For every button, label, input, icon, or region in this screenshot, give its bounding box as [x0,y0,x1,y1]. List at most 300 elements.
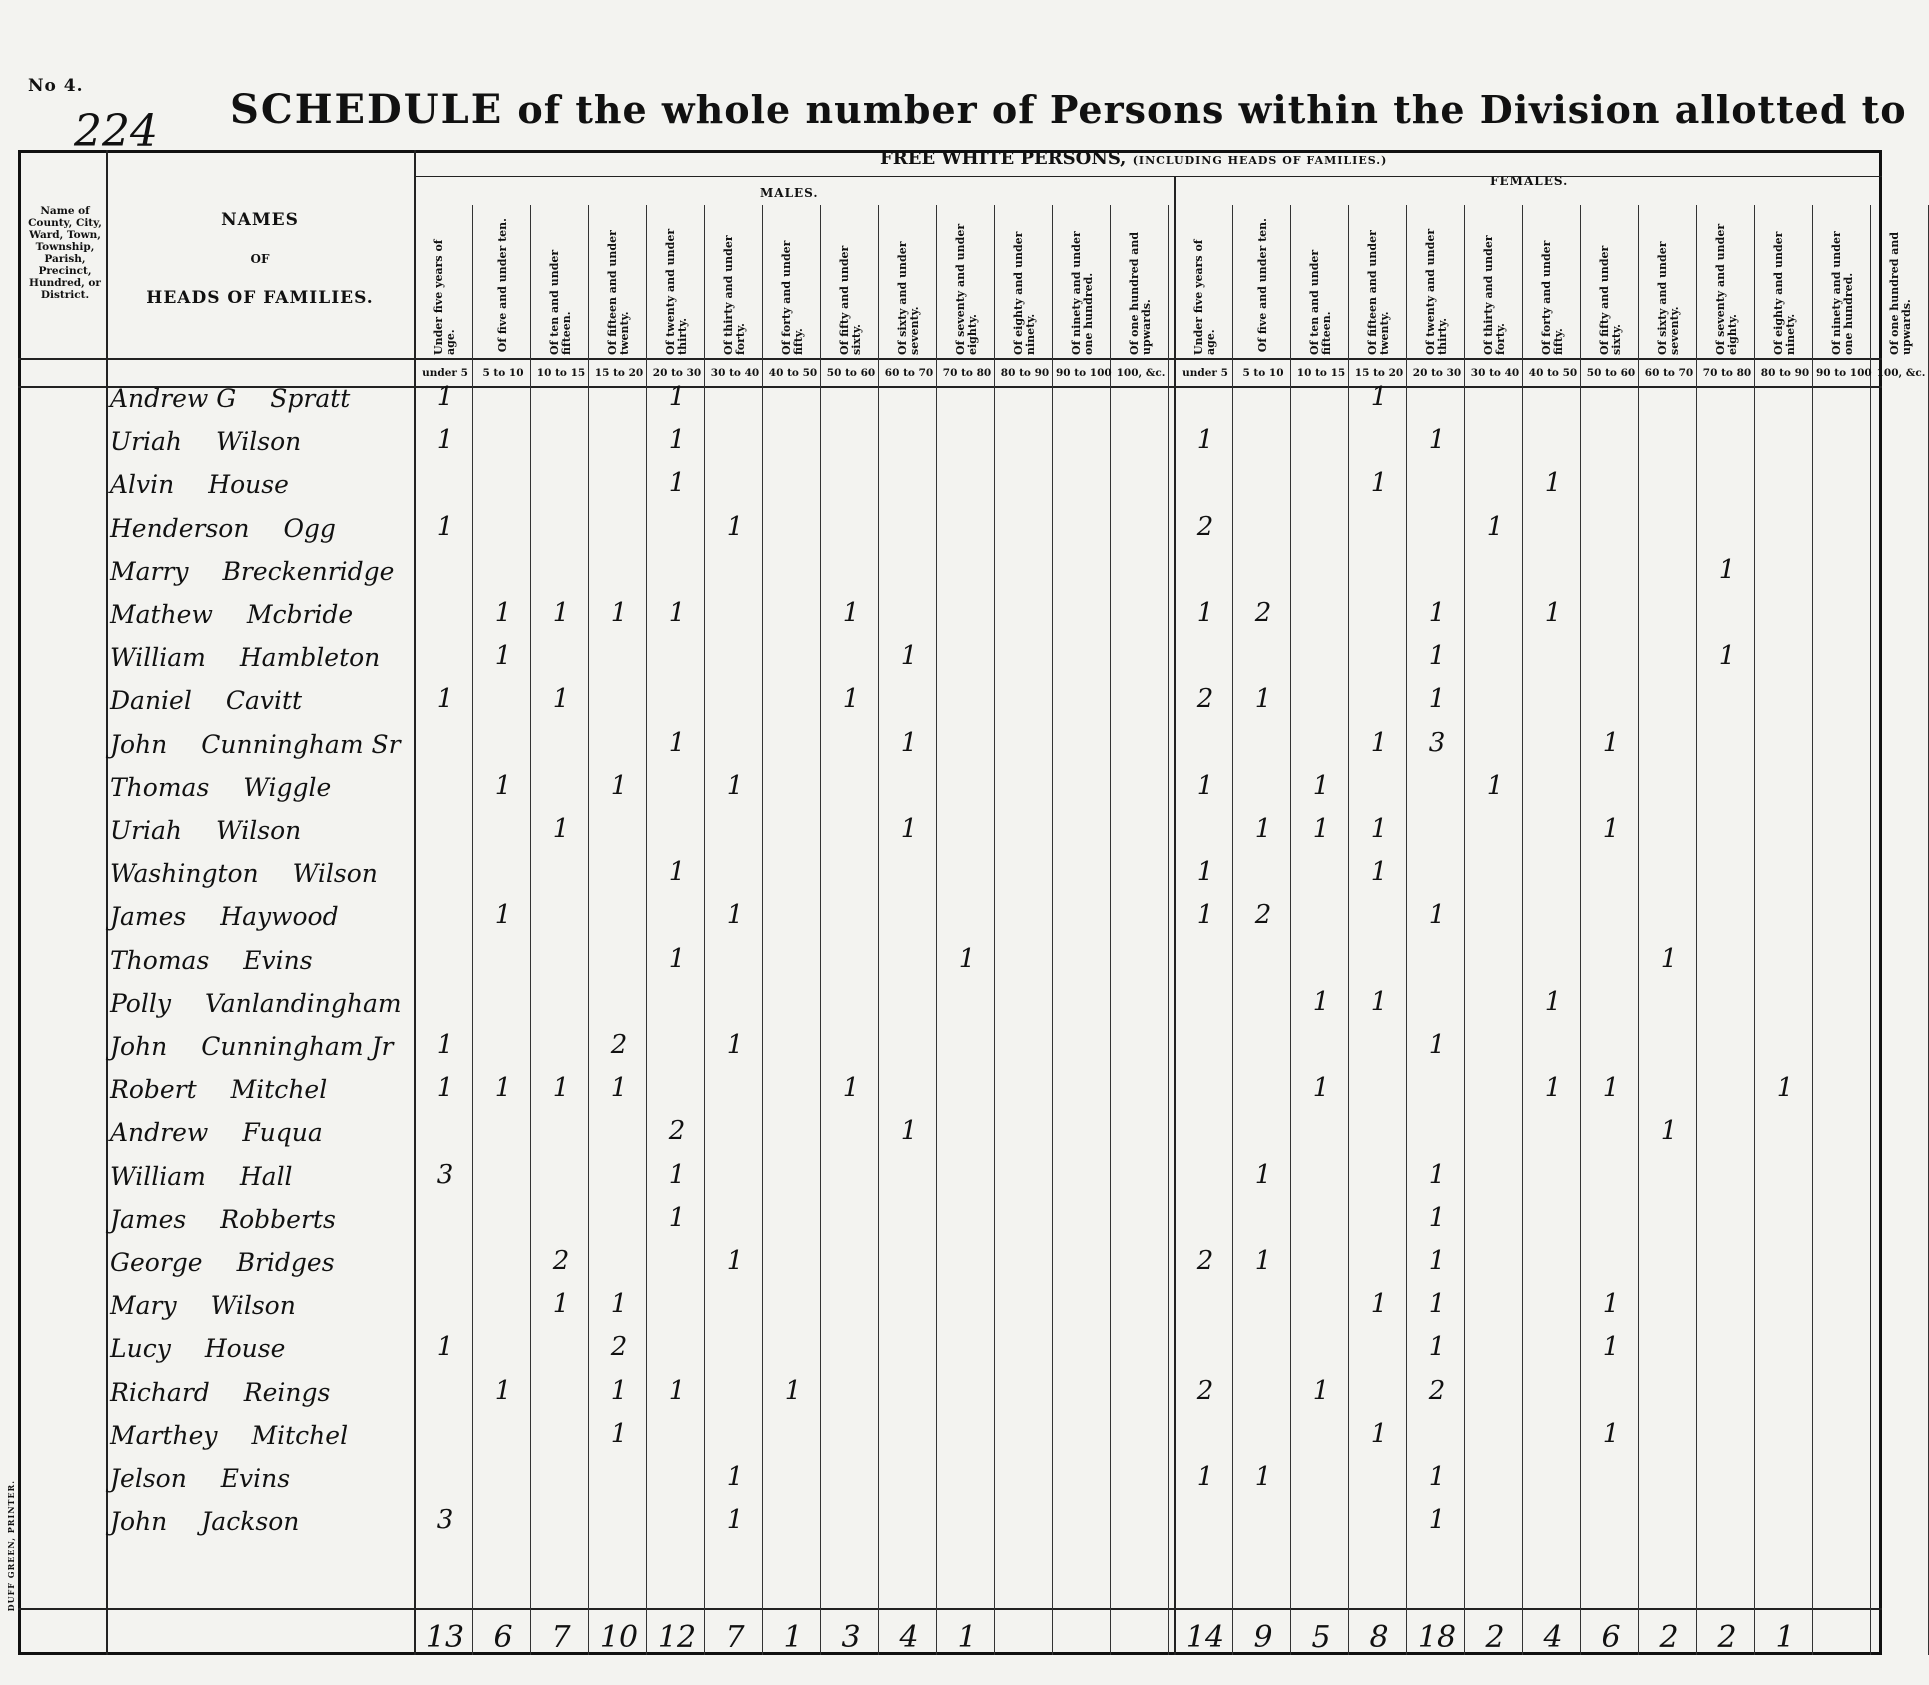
surname: Cunningham Jr [201,1032,394,1061]
female-column-description [1412,212,1462,358]
form-number: No 4. [28,76,84,96]
female-column-divider [1464,205,1465,1655]
surname: Wilson [216,816,302,845]
tally-mark: 1 [1428,1462,1446,1492]
tally-mark: 1 [610,1375,628,1406]
tally-mark: 2 [1196,1375,1214,1406]
female-column-divider [1232,205,1233,1655]
column-description-text: Of ninety and under one hundred. [1070,231,1095,355]
given-name: Mary [110,1291,177,1321]
tally-mark: 1 [1370,857,1388,888]
surname: Evins [220,1464,291,1493]
surname: Vanlandingham [204,988,402,1018]
male-column-divider [704,205,705,1655]
female-column-divider [1348,205,1349,1655]
tally-mark: 1 [1196,1462,1214,1492]
male-column-description [884,212,934,358]
column-description-text: Of eighty and under ninety. [1772,231,1797,355]
tally-mark: 1 [1370,382,1388,412]
surname: Cunningham Sr [201,729,401,759]
column-total: 18 [1417,1620,1457,1655]
column-description-text: Of one hundred and upwards. [1128,231,1153,355]
heads-heading: HEADS OF FAMILIES. [146,288,374,308]
tally-mark: 1 [842,598,860,628]
female-column-divider [1406,205,1407,1655]
head-of-family-name [110,946,313,975]
tally-mark: 1 [1428,1030,1446,1060]
column-total: 13 [425,1620,465,1655]
male-column-divider [820,205,821,1655]
given-name: Marry [110,556,189,586]
column-description-text: Of fifteen and under twenty. [606,230,631,355]
column-description-text: Of fifty and under sixty. [1598,245,1623,355]
column-description-text: Of forty and under fifty. [780,240,805,355]
given-name: Polly [110,988,171,1018]
male-column-description [1058,212,1108,358]
names-or: OF [250,252,270,266]
tally-mark: 1 [1254,684,1272,715]
column-description-text: Of forty and under fifty. [1540,240,1565,355]
tally-mark: 1 [668,1202,686,1233]
column-description-text: Of twenty and under thirty. [1424,228,1449,355]
given-name: Henderson [110,513,250,543]
title-rest: of the whole number of Persons within the Division allotted to [503,87,1907,132]
given-name: Marthey [110,1420,218,1450]
column-description-text: Of seventy and under eighty. [1714,223,1739,355]
given-name: Mathew [110,600,213,629]
female-age-label: 5 to 10 [1242,367,1284,379]
tally-mark: 1 [1718,554,1736,585]
tally-mark: 1 [726,770,744,801]
column-total: 14 [1185,1620,1225,1655]
free-white-persons-heading [880,148,1387,169]
male-age-label: 5 to 10 [482,367,524,379]
tally-mark: 2 [610,1332,628,1363]
head-of-family-name [110,1507,299,1536]
given-name: Lucy [110,1334,171,1364]
head-of-family-name [110,730,401,759]
surname: Mcbride [246,600,354,629]
surname: Evins [243,945,313,975]
female-age-label: under 5 [1182,367,1228,379]
head-of-family-name [110,1075,327,1104]
tally-mark: 1 [1776,1073,1794,1104]
tally-mark: 1 [958,943,976,974]
column-description-text: Of fifteen and under twenty. [1366,230,1391,355]
column-description-text: Of ten and under fifteen. [548,249,573,355]
female-column-description [1528,212,1578,358]
male-column-description [942,212,992,358]
male-age-label: 40 to 50 [768,367,818,379]
column-description-text: Of seventy and under eighty. [954,223,979,355]
female-column-divider [1870,205,1871,1655]
surname: Spratt [270,384,351,413]
tally-mark: 1 [1254,1159,1272,1190]
female-age-label: 30 to 40 [1470,367,1520,379]
head-of-family-name [110,773,331,802]
given-name: Daniel [110,686,192,716]
tally-mark: 1 [900,727,918,758]
tally-mark: 1 [668,598,686,628]
names-column-divider [414,150,416,1655]
tally-mark: 1 [1196,425,1214,456]
column-description-text: Of ninety and under one hundred. [1830,231,1855,355]
tally-mark: 2 [1196,684,1214,715]
surname: Haywood [220,902,339,932]
totals-line [18,1608,1882,1610]
column-description-text: Of one hundred and upwards. [1888,231,1913,355]
head-of-family-name [110,427,301,456]
tally-mark: 2 [552,1246,570,1276]
tally-mark: 1 [668,1375,686,1406]
tally-mark: 1 [1544,598,1562,628]
female-age-label: 40 to 50 [1528,367,1578,379]
male-age-label: 30 to 40 [710,367,760,379]
tally-mark: 1 [1428,598,1446,628]
column-total: 1 [957,1620,977,1655]
fwp-main: FREE WHITE PERSONS, [880,148,1127,169]
tally-mark: 2 [1254,598,1272,628]
tally-mark: 1 [1312,1073,1330,1104]
female-column-description [1818,212,1868,358]
tally-mark: 1 [1254,1462,1272,1492]
tally-mark: 2 [610,1030,628,1060]
tally-mark: 1 [1370,468,1388,499]
tally-mark: 1 [842,1073,860,1104]
tally-mark: 1 [1370,814,1388,844]
tally-mark: 1 [668,382,686,412]
female-column-description [1644,212,1694,358]
male-column-divider [1168,205,1169,1655]
given-name: William [110,1161,206,1191]
male-column-description [710,212,760,358]
male-age-label: 10 to 15 [536,367,586,379]
tally-mark: 1 [1196,598,1214,628]
male-age-label: 90 to 100 [1056,367,1112,379]
male-column-description [536,212,586,358]
column-total: 2 [1485,1620,1505,1655]
column-description-text: Of sixty and under seventy. [896,241,921,355]
tally-mark: 2 [1428,1375,1446,1406]
surname: Breckenridge [222,556,395,586]
column-total: 2 [1717,1620,1737,1655]
female-column-description [1296,212,1346,358]
column-total: 1 [783,1620,803,1655]
tally-mark: 1 [668,943,686,974]
female-column-divider [1290,205,1291,1655]
male-age-label: 80 to 90 [1000,367,1050,379]
given-name: John [110,1032,168,1061]
tally-mark: 1 [436,1073,454,1104]
male-age-label: 70 to 80 [942,367,992,379]
female-age-label: 100, &c. [1876,367,1926,379]
male-age-label: 20 to 30 [652,367,702,379]
females-heading: FEMALES. [1490,174,1569,188]
female-column-divider [1812,205,1813,1655]
tally-mark: 1 [494,641,512,672]
tally-mark: 1 [1428,1202,1446,1233]
tally-mark: 1 [900,1116,918,1147]
tally-mark: 1 [436,382,454,412]
female-age-label: 90 to 100 [1816,367,1872,379]
tally-mark: 1 [610,1073,628,1104]
female-age-label: 15 to 20 [1354,367,1404,379]
column-description-text: Of ten and under fifteen. [1308,249,1333,355]
male-column-divider [588,205,589,1655]
tally-mark: 1 [1370,986,1388,1017]
column-description-text: Of thirty and under forty. [722,235,747,355]
tally-mark: 1 [1196,770,1214,801]
tally-mark: 1 [494,900,512,931]
given-name: James [110,902,187,932]
tally-mark: 1 [436,1030,454,1060]
tally-mark: 1 [1370,1418,1388,1449]
column-total: 6 [1601,1620,1621,1655]
surname: Ogg [283,513,336,543]
tally-mark: 1 [1544,1073,1562,1104]
head-of-family-name [110,1464,290,1493]
tally-mark: 1 [1602,1289,1620,1320]
column-total: 2 [1659,1620,1679,1655]
head-of-family-name [110,1291,296,1320]
surname: House [204,1334,286,1364]
tally-mark: 1 [494,598,512,628]
tally-mark: 1 [1660,943,1678,974]
column-description-text: Of thirty and under forty. [1482,235,1507,355]
given-name: Alvin [110,470,175,500]
place-column-heading: Name of County, City, Ward, Town, Township, Parish, Precinct, Hundred, or District. [28,205,102,301]
head-of-family-name [110,1032,393,1061]
head-of-family-name [110,816,301,845]
tally-mark: 1 [726,1462,744,1492]
tally-mark: 1 [1544,986,1562,1017]
female-age-label: 10 to 15 [1296,367,1346,379]
head-of-family-name [110,1421,348,1450]
head-of-family-name [110,1162,293,1191]
male-age-label: 60 to 70 [884,367,934,379]
tally-mark: 1 [668,425,686,456]
tally-mark: 1 [1660,1116,1678,1147]
surname: Mitchel [230,1075,328,1105]
female-column-description [1354,212,1404,358]
head-of-family-name [110,686,302,715]
given-name: Richard [110,1377,210,1407]
head-of-family-name [110,989,402,1018]
head-of-family-name [110,902,339,931]
column-description-text: Of eighty and under ninety. [1012,231,1037,355]
tally-mark: 1 [1428,1289,1446,1320]
given-name: John [110,1507,168,1537]
given-name: Andrew [110,1118,209,1148]
male-column-divider [1110,205,1111,1655]
male-column-divider [936,205,937,1655]
female-age-label: 50 to 60 [1586,367,1636,379]
free-white-underline [414,176,1882,177]
column-total: 7 [725,1620,745,1655]
male-column-description [1000,212,1050,358]
female-column-divider [1522,205,1523,1655]
column-description-text: Of twenty and under thirty. [664,228,689,355]
tally-mark: 1 [1718,641,1736,672]
female-column-description [1238,212,1288,358]
schedule-title [230,86,1907,133]
female-column-description [1760,212,1810,358]
column-total: 12 [657,1620,697,1655]
surname: Wiggle [243,772,332,802]
place-column-divider [106,150,108,1655]
tally-mark: 1 [668,468,686,499]
tally-mark: 2 [668,1116,686,1147]
tally-mark: 1 [726,900,744,931]
tally-mark: 1 [1428,641,1446,672]
tally-mark: 1 [610,1418,628,1449]
male-column-divider [530,205,531,1655]
male-column-divider [762,205,763,1655]
tally-mark: 1 [610,770,628,801]
tally-mark: 1 [552,1073,570,1104]
surname: Robberts [220,1204,336,1234]
male-column-description [420,212,470,358]
given-name: George [110,1248,203,1277]
tally-mark: 1 [1428,900,1446,931]
tally-mark: 1 [610,1289,628,1320]
female-column-description [1702,212,1752,358]
male-age-label: 50 to 60 [826,367,876,379]
tally-mark: 1 [1428,425,1446,456]
female-column-description [1876,212,1926,358]
tally-mark: 1 [726,1505,744,1536]
tally-mark: 1 [1602,1332,1620,1363]
column-description-text: Of five and under ten. [1256,217,1269,353]
fwp-note: (INCLUDING HEADS OF FAMILIES.) [1132,154,1388,167]
male-age-label: 100, &c. [1116,367,1166,379]
surname: Bridges [236,1248,335,1277]
tally-mark: 1 [1370,1289,1388,1320]
tally-mark: 3 [436,1505,454,1536]
tally-mark: 1 [900,814,918,844]
tally-mark: 1 [842,684,860,715]
female-age-label: 60 to 70 [1644,367,1694,379]
head-of-family-name [110,514,336,543]
male-column-description [652,212,702,358]
head-of-family-name [110,600,353,629]
tally-mark: 1 [1196,857,1214,888]
male-column-divider [1052,205,1053,1655]
tally-mark: 1 [726,1246,744,1276]
tally-mark: 1 [494,770,512,801]
tally-mark: 1 [1254,1246,1272,1276]
given-name: Andrew G [110,384,237,413]
head-of-family-name [110,643,380,672]
male-column-divider [994,205,995,1655]
tally-mark: 1 [1602,1073,1620,1104]
given-name: William [110,643,206,673]
head-of-family-name [110,557,394,586]
male-column-description [478,212,528,358]
column-total: 8 [1369,1620,1389,1655]
column-total: 6 [493,1620,513,1655]
tally-mark: 1 [552,684,570,715]
surname: Hall [239,1161,293,1191]
tally-mark: 1 [494,1073,512,1104]
surname: Wilson [216,427,302,457]
males-heading: MALES. [760,186,819,200]
tally-mark: 1 [726,1030,744,1060]
age-row-top-line [18,358,1882,360]
tally-mark: 1 [1312,986,1330,1017]
tally-mark: 1 [1254,814,1272,844]
given-name: Uriah [110,427,183,457]
given-name: James [110,1204,187,1234]
column-total: 7 [551,1620,571,1655]
female-column-divider [1638,205,1639,1655]
tally-mark: 1 [668,857,686,888]
tally-mark: 1 [1312,1375,1330,1406]
names-heading: NAMES [221,210,299,230]
tally-mark: 1 [552,814,570,844]
tally-mark: 1 [1602,814,1620,844]
male-age-label: 15 to 20 [594,367,644,379]
tally-mark: 1 [552,1289,570,1320]
tally-mark: 1 [1486,770,1504,801]
male-column-description [768,212,818,358]
printer-imprint: DUFF GREEN, PRINTER. [6,1480,16,1612]
head-of-family-name [110,384,350,413]
surname: Cavitt [225,686,303,716]
tally-mark: 1 [1428,684,1446,715]
tally-mark: 3 [436,1159,454,1190]
tally-mark: 1 [436,1332,454,1363]
male-age-label: under 5 [422,367,468,379]
column-total: 4 [1543,1620,1563,1655]
tally-mark: 1 [1486,511,1504,542]
given-name: Thomas [110,772,210,802]
head-of-family-name [110,1378,330,1407]
male-column-divider [472,205,473,1655]
surname: Reings [243,1377,331,1407]
given-name: Uriah [110,816,183,845]
tally-mark: 1 [1544,468,1562,499]
tally-mark: 1 [610,598,628,628]
tally-mark: 1 [1312,770,1330,801]
head-of-family-name [110,1334,285,1363]
female-column-divider [1754,205,1755,1655]
surname: Mitchel [251,1420,349,1450]
tally-mark: 2 [1196,511,1214,542]
given-name: Jelson [110,1464,187,1493]
surname: Wilson [292,859,378,889]
female-column-description [1180,212,1230,358]
tally-mark: 1 [436,511,454,542]
tally-mark: 1 [1602,727,1620,758]
male-column-divider [646,205,647,1655]
column-total: 1 [1775,1620,1795,1655]
tally-mark: 1 [1428,1246,1446,1276]
given-name: John [110,729,168,759]
given-name: Washington [110,859,259,889]
tally-mark: 1 [726,511,744,542]
column-total: 10 [599,1620,639,1655]
tally-mark: 2 [1254,900,1272,931]
column-description-text: Of sixty and under seventy. [1656,241,1681,355]
male-column-description [594,212,644,358]
tally-mark: 1 [1428,1159,1446,1190]
column-total: 4 [899,1620,919,1655]
title-lead: SCHEDULE [230,86,504,133]
tally-mark: 1 [436,684,454,715]
tally-mark: 1 [668,1159,686,1190]
tally-mark: 1 [668,727,686,758]
